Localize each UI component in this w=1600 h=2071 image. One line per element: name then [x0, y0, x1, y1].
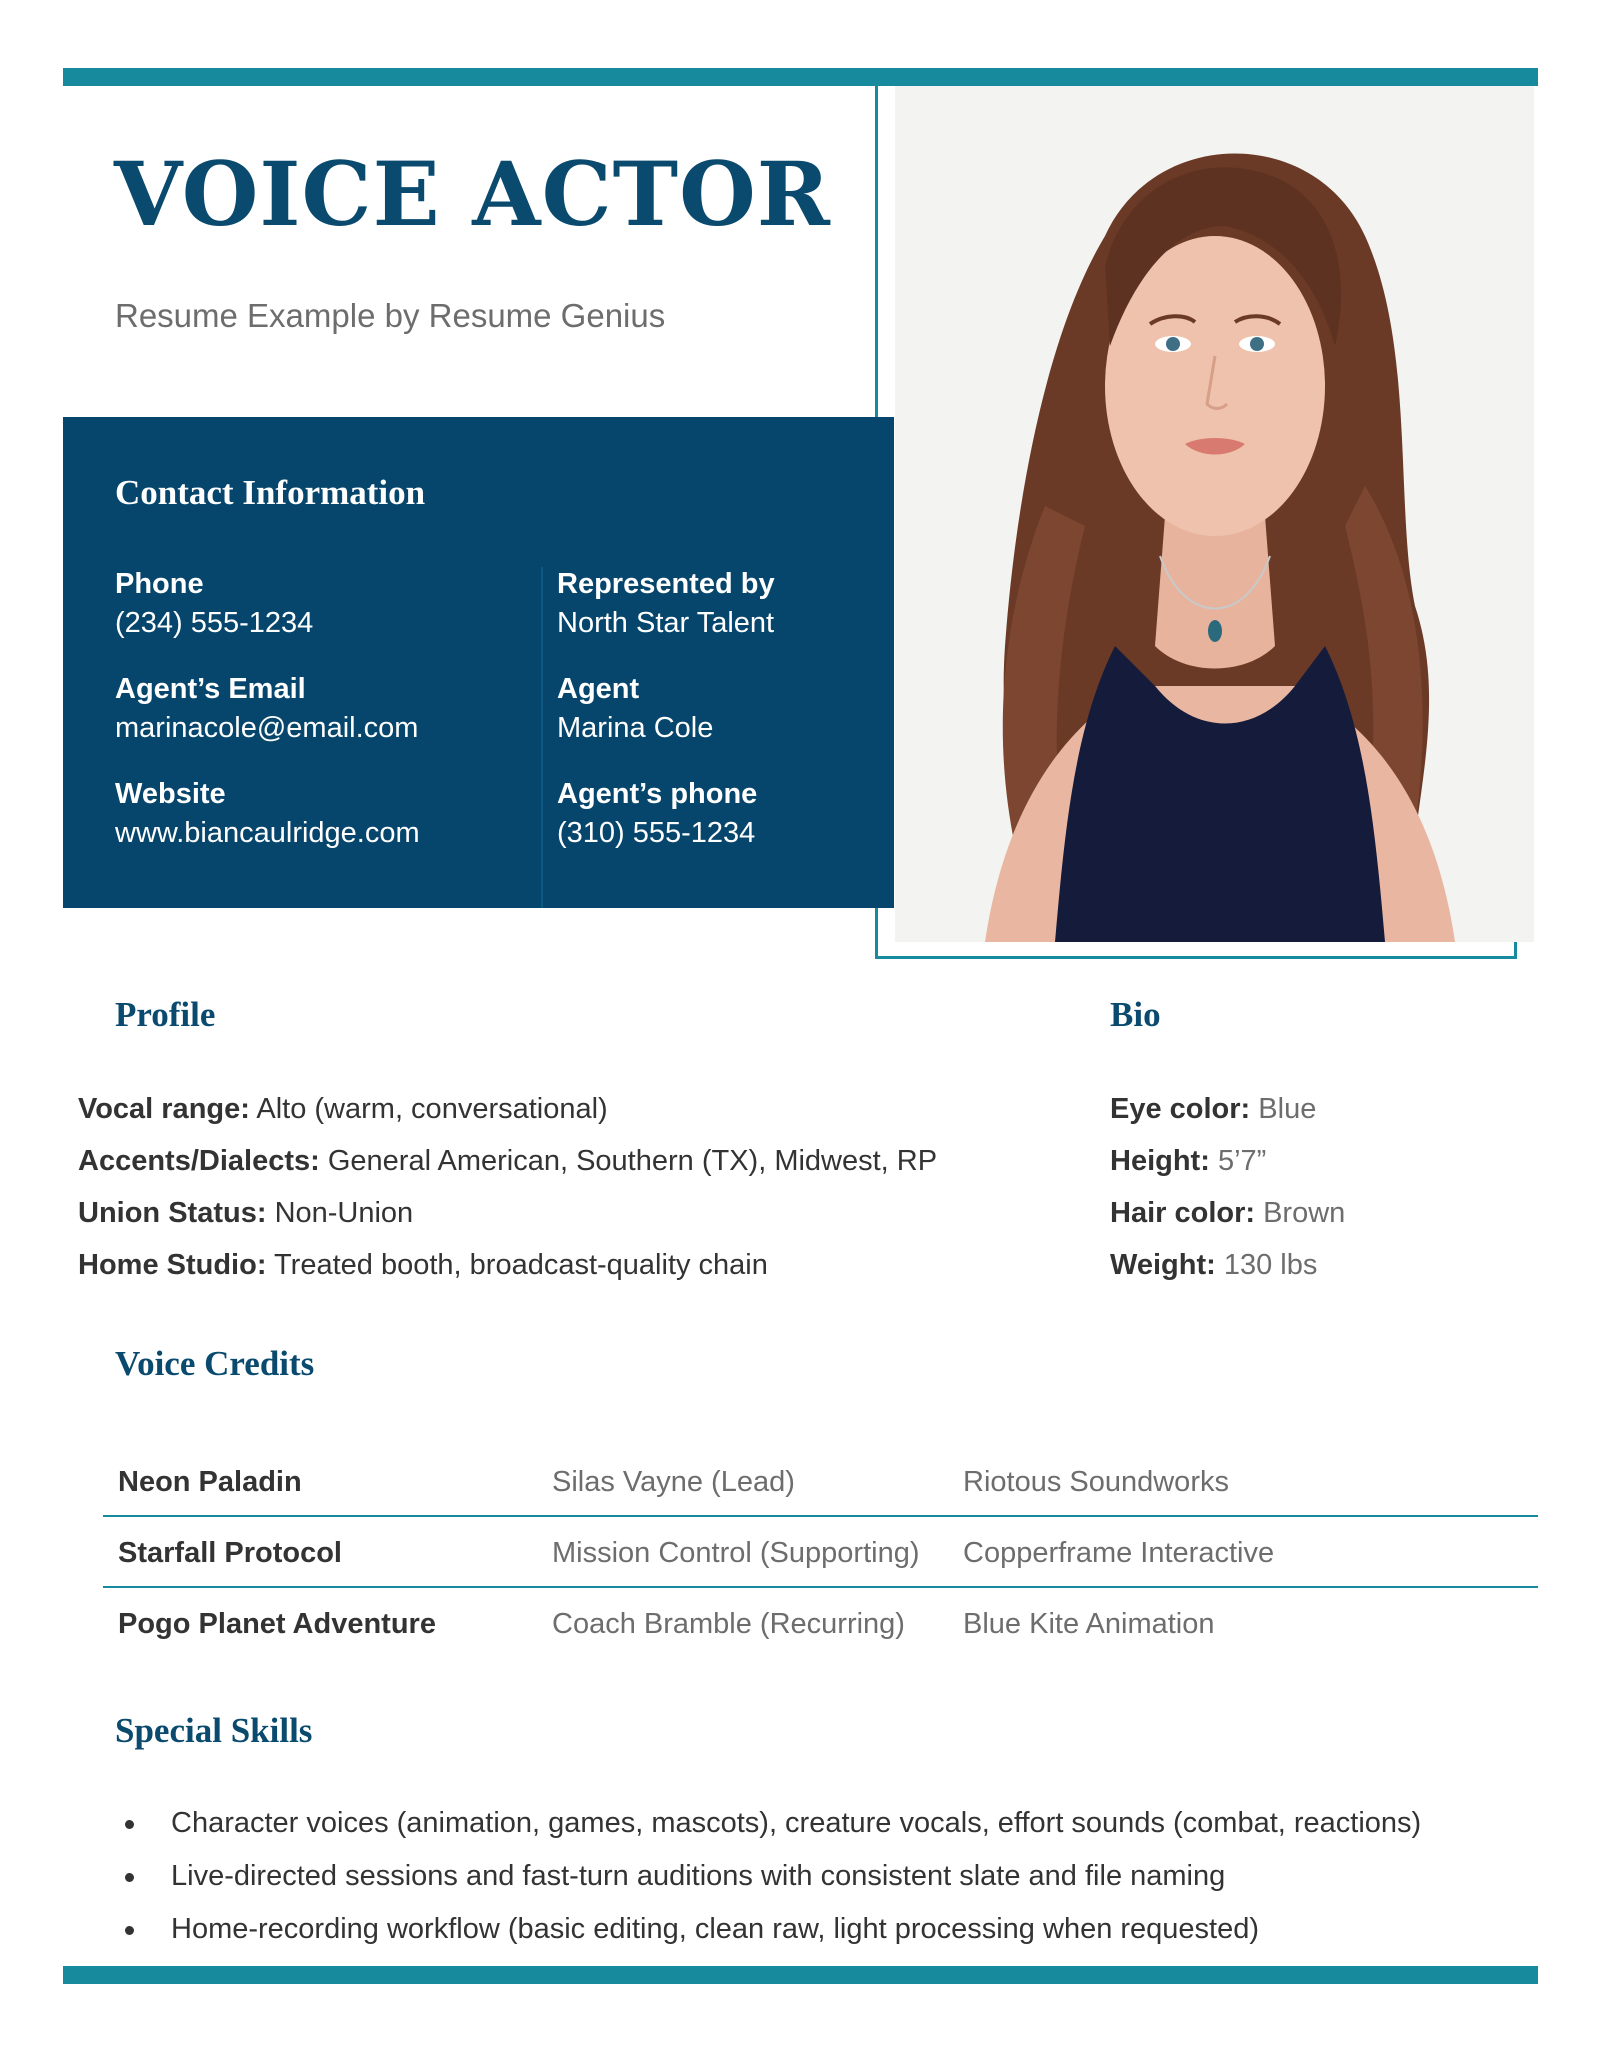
contact-value: (234) 555-1234 — [115, 607, 314, 639]
bio-item — [1110, 1239, 1345, 1291]
bio-key: Hair color: — [1110, 1197, 1256, 1229]
voice-credits-heading: Voice Credits — [115, 1344, 315, 1383]
skill-text: Live-directed sessions and fast-turn auditions with consistent slate and file naming — [171, 1860, 1226, 1892]
contact-item-agent-phone — [557, 775, 775, 880]
table-row — [103, 1588, 1538, 1659]
special-skills-list — [115, 1797, 1421, 1956]
credit-studio: Riotous Soundworks — [963, 1465, 1229, 1498]
contact-value: Marina Cole — [557, 712, 714, 744]
profile-key: Vocal range: — [78, 1093, 250, 1125]
profile-value: Non-Union — [274, 1197, 414, 1229]
bio-key: Eye color: — [1110, 1093, 1251, 1125]
contact-label: Agent — [557, 673, 640, 705]
bio-key: Weight: — [1110, 1249, 1216, 1281]
page-subtitle: Resume Example by Resume Genius — [115, 297, 666, 334]
credit-studio: Copperframe Interactive — [963, 1536, 1275, 1569]
skill-text: Home-recording workflow (basic editing, clean raw, light processing when requested) — [171, 1913, 1260, 1945]
table-row — [103, 1517, 1538, 1588]
contact-label: Agent’s Email — [115, 673, 306, 705]
skill-text: Character voices (animation, games, mascots), creature vocals, effort sounds (combat, reactions) — [171, 1807, 1422, 1839]
credit-role: Coach Bramble (Recurring) — [552, 1607, 905, 1640]
contact-value: marinacole@email.com — [115, 712, 419, 744]
profile-item — [78, 1239, 937, 1291]
bio-value: Blue — [1258, 1093, 1317, 1125]
profile-item — [78, 1083, 937, 1135]
list-item — [115, 1797, 1421, 1850]
contact-item-agent-email — [115, 670, 420, 775]
profile-key: Accents/Dialects: — [78, 1145, 320, 1177]
bio-key: Height: — [1110, 1145, 1210, 1177]
bullet-icon — [125, 1873, 134, 1882]
contact-label: Website — [115, 778, 226, 810]
contact-column-left — [115, 565, 420, 880]
bio-item — [1110, 1135, 1345, 1187]
bottom-accent-bar — [63, 1966, 1538, 1984]
profile-key: Union Status: — [78, 1197, 267, 1229]
credit-studio: Blue Kite Animation — [963, 1607, 1215, 1640]
bio-value: 5’7” — [1217, 1145, 1267, 1177]
contact-item-website — [115, 775, 420, 880]
bio-value: 130 lbs — [1223, 1249, 1318, 1281]
contact-value: (310) 555-1234 — [557, 817, 756, 849]
credit-role: Mission Control (Supporting) — [552, 1536, 920, 1569]
list-item — [115, 1850, 1421, 1903]
contact-item-represented-by — [557, 565, 775, 670]
profile-list — [78, 1083, 937, 1291]
contact-item-phone — [115, 565, 420, 670]
contact-column-right — [557, 565, 775, 880]
voice-credits-table — [103, 1446, 1538, 1659]
profile-item — [78, 1187, 937, 1239]
bio-value: Brown — [1263, 1197, 1346, 1229]
contact-label: Represented by — [557, 568, 775, 600]
headshot-photo — [895, 86, 1534, 942]
contact-label: Phone — [115, 568, 204, 600]
credit-title: Starfall Protocol — [118, 1536, 342, 1569]
special-skills-heading: Special Skills — [115, 1711, 313, 1750]
bio-item — [1110, 1187, 1345, 1239]
list-item — [115, 1903, 1421, 1956]
credit-role: Silas Vayne (Lead) — [552, 1465, 795, 1498]
bio-heading: Bio — [1110, 995, 1161, 1034]
credit-title: Neon Paladin — [118, 1465, 302, 1498]
table-row — [103, 1446, 1538, 1517]
profile-heading: Profile — [115, 995, 216, 1034]
bullet-icon — [125, 1926, 134, 1935]
bullet-icon — [125, 1820, 134, 1829]
page-title: VOICE ACTOR — [114, 142, 831, 246]
profile-value: General American, Southern (TX), Midwest, RP — [327, 1145, 938, 1177]
profile-value: Alto (warm, conversational) — [256, 1093, 608, 1125]
contact-label: Agent’s phone — [557, 778, 758, 810]
credit-title: Pogo Planet Adventure — [118, 1607, 436, 1640]
bio-list — [1110, 1083, 1345, 1291]
contact-value: North Star Talent — [557, 607, 775, 639]
contact-item-agent — [557, 670, 775, 775]
profile-value: Treated booth, broadcast-quality chain — [274, 1249, 768, 1281]
contact-panel — [63, 417, 894, 908]
profile-item — [78, 1135, 937, 1187]
contact-divider — [541, 567, 543, 908]
profile-key: Home Studio: — [78, 1249, 267, 1281]
contact-value: www.biancaulridge.com — [115, 817, 420, 849]
bio-item — [1110, 1083, 1345, 1135]
contact-heading: Contact Information — [115, 473, 426, 512]
